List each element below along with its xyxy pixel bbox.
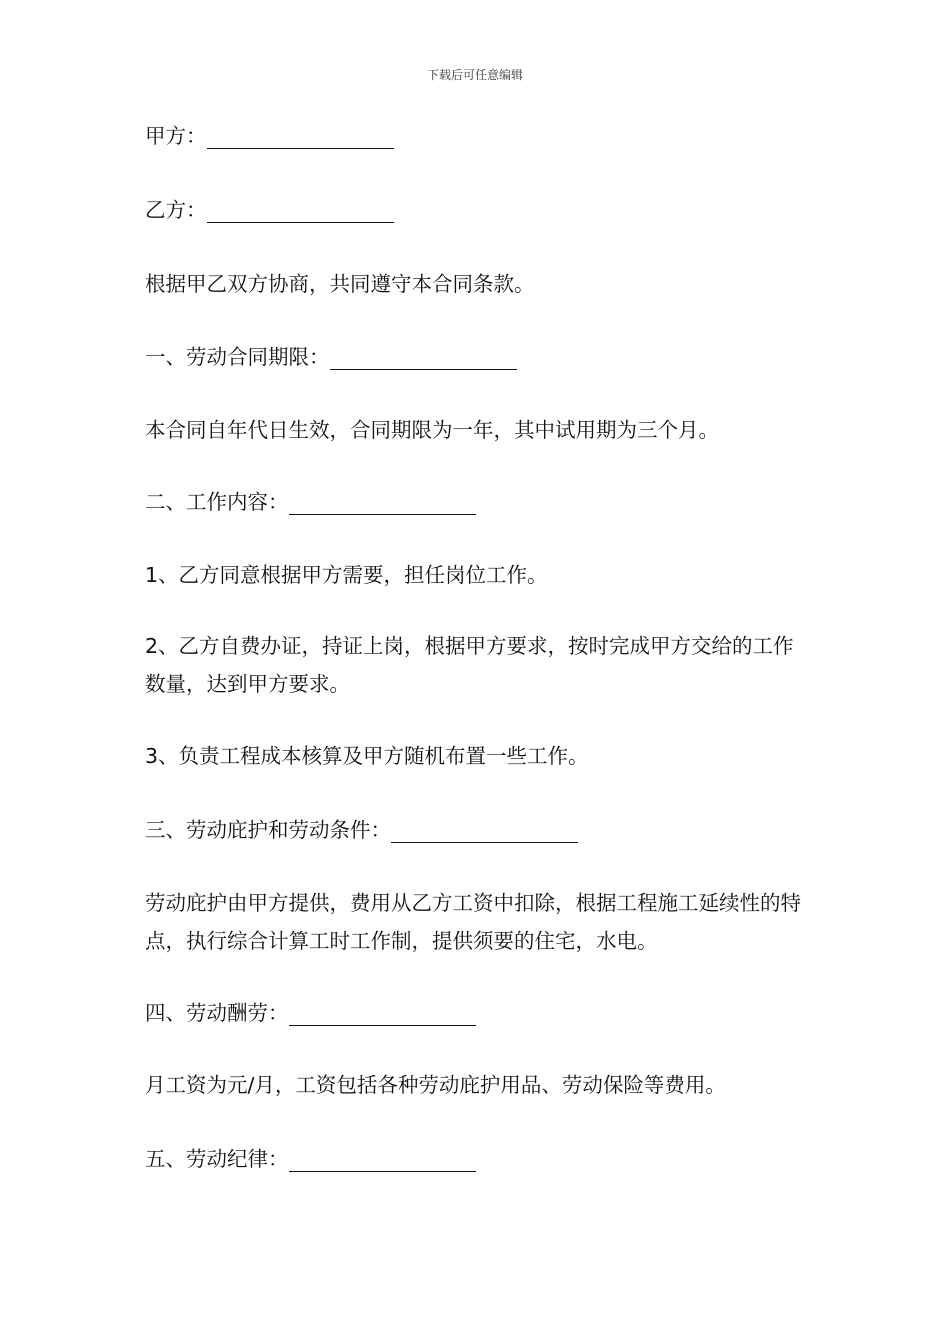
section1-heading-line xyxy=(145,338,517,376)
section3-body: 劳动庇护由甲方提供，费用从乙方工资中扣除，根据工程施工延续性的特点，执行综合计算工时工作制，提供须要的住宅，水电。 xyxy=(145,891,801,953)
party-a-line xyxy=(145,117,394,155)
section4-heading-line xyxy=(145,994,476,1032)
section2-blank[interactable] xyxy=(289,490,476,515)
section2-item-3: 3、负责工程成本核算及甲方随机布置一些工作。 xyxy=(145,744,589,768)
section1-heading: 一、劳动合同期限： xyxy=(145,345,330,369)
section5-blank[interactable] xyxy=(289,1147,476,1172)
intro-paragraph: 根据甲乙双方协商，共同遵守本合同条款。 xyxy=(145,272,535,296)
party-b-label: 乙方： xyxy=(145,198,207,222)
section2-item-2: 2、乙方自费办证，持证上岗，根据甲方要求，按时完成甲方交给的工作数量，达到甲方要求。 xyxy=(145,634,794,696)
section2-heading: 二、工作内容： xyxy=(145,490,289,514)
section3-heading-line xyxy=(145,811,578,849)
party-a-blank[interactable] xyxy=(207,124,394,149)
section5-heading: 五、劳动纪律： xyxy=(145,1147,289,1171)
section1-body: 本合同自年代日生效，合同期限为一年，其中试用期为三个月。 xyxy=(145,418,719,442)
section4-body: 月工资为元/月，工资包括各种劳动庇护用品、劳动保险等费用。 xyxy=(145,1073,726,1097)
section2-item-1: 1、乙方同意根据甲方需要，担任岗位工作。 xyxy=(145,563,548,587)
section4-blank[interactable] xyxy=(289,1001,476,1026)
party-b-line xyxy=(145,191,394,229)
section3-heading: 三、劳动庇护和劳动条件： xyxy=(145,818,391,842)
party-a-label: 甲方： xyxy=(145,124,207,148)
section1-blank[interactable] xyxy=(330,345,517,370)
section3-blank[interactable] xyxy=(391,818,578,843)
section2-heading-line xyxy=(145,483,476,521)
section4-heading: 四、劳动酬劳： xyxy=(145,1001,289,1025)
section5-heading-line xyxy=(145,1140,476,1178)
party-b-blank[interactable] xyxy=(207,198,394,223)
header-note: 下载后可任意编辑 xyxy=(426,68,523,82)
